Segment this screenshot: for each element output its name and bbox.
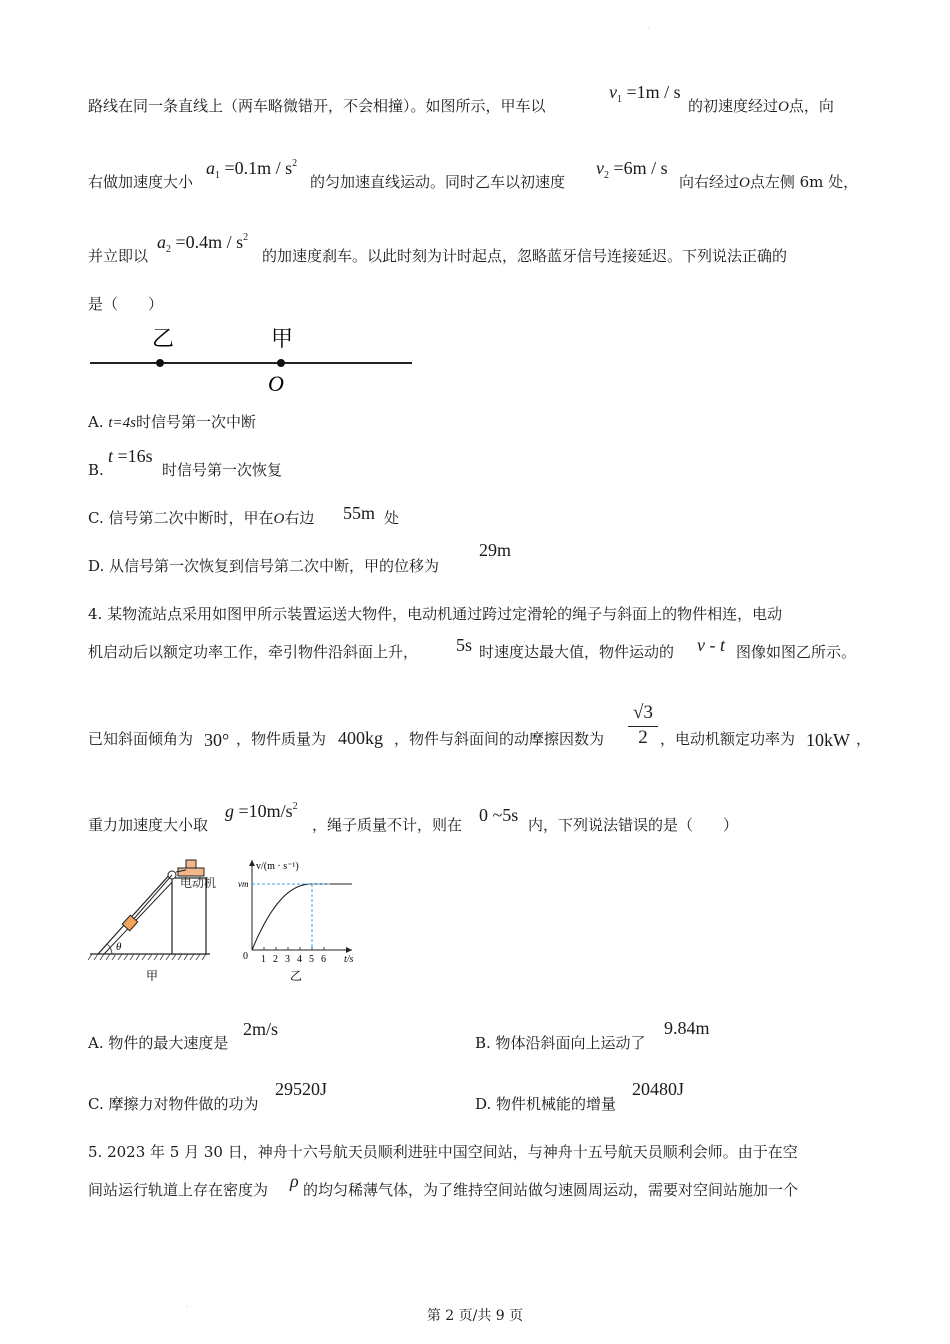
q4-time-range: 0 ~5s — [479, 805, 519, 825]
q5-rho: ρ — [290, 1171, 299, 1191]
q4-option-a: A. 物件的最大速度是 — [88, 1034, 229, 1052]
q4-line2-mid: 时速度达最大值，物件运动的 — [479, 643, 675, 661]
q3-line3-end: 的加速度刹车。以此时刻为计时起点，忽略蓝牙信号连接延迟。下列说法正确的 — [262, 247, 788, 265]
q4-line2-time: 5s — [456, 635, 473, 655]
q5-line1: 5. 2023 年 5 月 30 日，神舟十六号航天员顺利进驻中国空间站，与神舟十五号航天员顺利会师。由于在空 — [88, 1143, 798, 1161]
q4-vt-x-label: t/s — [344, 954, 354, 965]
q4-option-d: D. 物件机械能的增量 — [475, 1095, 617, 1113]
q4-option-c: C. 摩擦力对物件做的功为 — [88, 1095, 259, 1113]
q3-a1-formula: $a_1 =0.1m / s^2$ — [206, 158, 298, 181]
scan-speck-2: . — [186, 1302, 188, 1309]
q3-option-c-math: 55m — [343, 503, 376, 523]
q4-vt-graph — [234, 856, 364, 986]
q4-rope — [132, 875, 172, 921]
q4-line4-pre: 重力加速度大小取 — [88, 816, 209, 834]
q4-line3-a: ，物件质量为 — [236, 730, 327, 748]
q4-vt-tick-label: 2 — [273, 954, 278, 965]
q4-vt-tick-label: 6 — [321, 954, 326, 965]
q4-option-c-math: 29520J — [275, 1079, 328, 1099]
q5-line2-post: 的均匀稀薄气体，为了维持空间站做匀速圆周运动，需要对空间站施加一个 — [303, 1181, 799, 1199]
q5-line2-pre: 间站运行轨道上存在密度为 — [88, 1181, 269, 1199]
q4-incline-surface — [98, 872, 172, 954]
q3-option-b-text: 时信号第一次恢复 — [162, 461, 283, 479]
q3-label-yi: 乙 — [152, 327, 175, 352]
q3-line2-text: 右做加速度大小 — [88, 173, 194, 191]
q3-line1-text: 路线在同一条直线上（两车略微错开，不会相撞）。如图所示，甲车以 — [88, 97, 546, 115]
q4-mu-denominator: 2 — [628, 726, 658, 749]
q3-line4-text: 是（ ） — [88, 295, 164, 313]
q4-option-a-math: 2m/s — [243, 1019, 279, 1039]
q4-option-d-math: 20480J — [632, 1079, 685, 1099]
q3-line1-end: 的初速度经过O点，向 — [688, 97, 834, 115]
scan-speck: . — [648, 24, 650, 31]
q3-v1-formula: $v_1 =1m / s$ — [609, 82, 681, 105]
q4-line3-pre: 已知斜面倾角为 — [88, 730, 194, 748]
q4-g-value: $g =10m/s^2$ — [225, 801, 298, 821]
q4-line2-vt: v - t — [697, 635, 725, 655]
q4-fig-jia-label: 甲 — [146, 969, 159, 983]
q4-line3-c: ，电动机额定功率为 — [660, 730, 796, 748]
q4-vt-vm-label: vm — [238, 879, 249, 889]
q4-mu-fraction — [628, 702, 658, 749]
q4-line3-b: ，物件与斜面间的动摩擦因数为 — [394, 730, 605, 748]
q4-vt-origin: 0 — [243, 951, 248, 962]
q4-line1: 4. 某物流站点采用如图甲所示装置运送大物件，电动机通过跨过定滑轮的绳子与斜面上的物件相连，电动 — [88, 605, 783, 623]
q3-label-O: O — [268, 371, 284, 396]
q3-option-d: D. 从信号第一次恢复到信号第二次中断，甲的位移为 — [88, 557, 440, 575]
q4-mu-numerator: √3 — [633, 702, 653, 723]
q4-option-b: B. 物体沿斜面向上运动了 — [475, 1034, 646, 1052]
q4-vt-tick-label: 4 — [297, 954, 302, 965]
q3-option-b-math: t =16s — [108, 446, 153, 466]
q4-fig-yi-label: 乙 — [290, 969, 303, 983]
q3-option-b-label: B. — [88, 461, 104, 479]
q3-position-diagram — [88, 322, 418, 402]
q3-line2-mid: 的匀加速直线运动。同时乙车以初速度 — [310, 173, 566, 191]
q4-vt-y-label: v/(m · s⁻¹) — [256, 861, 299, 872]
q3-a2-formula: $a_2 =0.4m / s^2$ — [157, 232, 249, 255]
q4-vt-tick-label: 5 — [309, 954, 314, 965]
q4-motor — [186, 860, 196, 868]
q4-theta-label: θ — [116, 941, 122, 953]
q4-motor-text: 电动机 — [180, 876, 217, 890]
q3-line3-text: 并立即以 — [88, 247, 149, 265]
q3-option-c-post: 处 — [384, 509, 400, 527]
q4-power: 10kW — [806, 730, 850, 750]
q3-option-d-math: 29m — [479, 540, 512, 560]
q3-option-a: A. t=4s时信号第一次中断 — [88, 413, 257, 431]
q3-v2-formula: $v_2 =6m / s$ — [596, 158, 668, 181]
q3-option-c-pre: C. 信号第二次中断时，甲在O右边 — [88, 509, 315, 527]
q4-mass: 400kg — [338, 728, 383, 748]
q4-vt-curve — [252, 884, 352, 950]
q4-angle: 30° — [204, 730, 230, 750]
q4-line4-b: 内，下列说法错误的是（ ） — [528, 816, 739, 834]
q4-vt-tick-label: 3 — [285, 954, 290, 965]
q4-line3-d: ， — [856, 730, 872, 748]
q4-line2-post: 图像如图乙所示。 — [736, 643, 857, 661]
q4-line4-a: ，绳子质量不计，则在 — [312, 816, 463, 834]
q4-line2-pre: 机启动后以额定功率工作，牵引物件沿斜面上升， — [88, 643, 419, 661]
q3-label-jia: 甲 — [271, 327, 294, 352]
q3-car-yi-dot — [156, 359, 164, 367]
q4-option-b-math: 9.84m — [664, 1018, 710, 1038]
q3-car-jia-dot — [277, 359, 285, 367]
q3-line2-end: 向右经过O点左侧 6m 处， — [679, 173, 859, 191]
q4-vt-tick-label: 1 — [261, 954, 266, 965]
page-footer: 第 2 页/共 9 页 — [426, 1308, 524, 1324]
